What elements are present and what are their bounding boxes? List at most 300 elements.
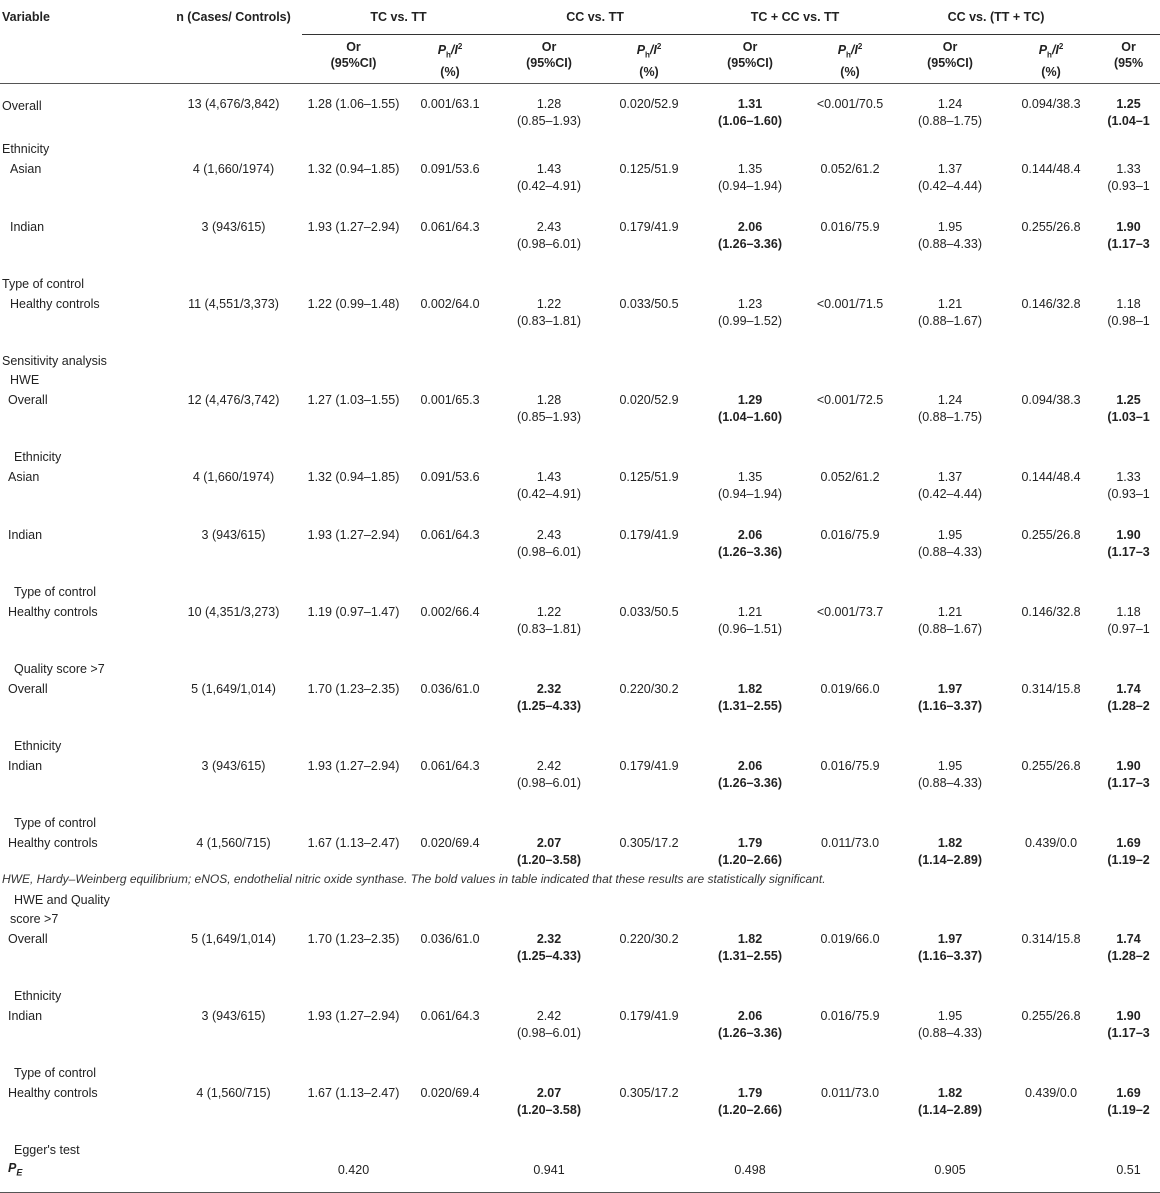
or-cell bbox=[1097, 814, 1160, 891]
or-value: 1.74 bbox=[1116, 682, 1141, 696]
ph-i2-cell: 0.255/26.8 bbox=[1021, 1009, 1081, 1023]
or-cell bbox=[1097, 352, 1160, 448]
header-ph-label: $P_h/I^2$ bbox=[437, 42, 463, 60]
or-value: 1.25 bbox=[1116, 393, 1141, 407]
ph-i2-cell: 0.439/0.0 bbox=[1024, 1086, 1078, 1100]
group-label: Ethnicity bbox=[2, 142, 50, 156]
or-value: 1.95 bbox=[937, 1009, 963, 1023]
sample-size-cell: 4 (1,560/715) bbox=[196, 1086, 271, 1100]
or-value: 2.06 bbox=[737, 528, 763, 542]
variable-cell bbox=[0, 987, 165, 1064]
or-cell bbox=[1097, 84, 1160, 141]
sample-size-cell: 4 (1,660/1974) bbox=[192, 162, 275, 176]
or-value: 1.37 bbox=[937, 470, 963, 484]
or-value: 2.43 bbox=[536, 220, 562, 234]
or-ci: (1.14–2.89) bbox=[918, 853, 982, 867]
ph-i2-cell: 0.061/64.3 bbox=[420, 1009, 480, 1023]
or-ci: (0.85–1.93) bbox=[517, 114, 581, 128]
header-pct-label: (%) bbox=[1041, 64, 1061, 79]
or-value: 1.95 bbox=[937, 759, 963, 773]
or-cell bbox=[895, 448, 1005, 525]
or-ci: (1.25–4.33) bbox=[517, 699, 581, 713]
or-value: 1.25 bbox=[1116, 97, 1141, 111]
or-cell bbox=[495, 737, 603, 814]
header-variable: Variable bbox=[2, 10, 50, 24]
row-label: Indian bbox=[8, 759, 43, 773]
ph-i2-cell bbox=[405, 1141, 495, 1193]
or-cell bbox=[495, 583, 603, 660]
ph-i2-cell: 0.255/26.8 bbox=[1021, 528, 1081, 542]
header-or-label: Or bbox=[742, 40, 758, 54]
or-ci: (1.28–2 bbox=[1107, 699, 1150, 713]
or-cell bbox=[495, 891, 603, 987]
ph-i2-cell: 0.001/65.3 bbox=[420, 393, 480, 407]
or-value: 1.97 bbox=[937, 932, 963, 946]
header-ph-label: $P_h/I^2$ bbox=[636, 42, 662, 60]
ph-i2-cell: 0.016/75.9 bbox=[820, 759, 880, 773]
header-ph-label: $P_h/I^2$ bbox=[1038, 42, 1064, 60]
or-value: 1.93 (1.27–2.94) bbox=[307, 759, 400, 773]
or-value: 1.69 bbox=[1116, 836, 1141, 850]
or-ci: (0.93–1 bbox=[1107, 179, 1150, 193]
header-or bbox=[695, 35, 805, 84]
variable-cell bbox=[0, 275, 165, 352]
or-value: 1.70 (1.23–2.35) bbox=[307, 682, 400, 696]
variable-cell bbox=[0, 217, 165, 275]
or-cell bbox=[302, 891, 405, 987]
group-label: Ethnicity bbox=[14, 739, 62, 753]
or-ci: (0.97–1 bbox=[1107, 622, 1150, 636]
ph-i2-cell: 0.179/41.9 bbox=[619, 220, 679, 234]
group-label: Type of control bbox=[14, 1066, 96, 1080]
or-value: 1.82 bbox=[737, 932, 763, 946]
ph-i2-cell: 0.255/26.8 bbox=[1021, 220, 1081, 234]
header-ph-i2 bbox=[603, 35, 695, 84]
ph-i2-cell: 0.220/30.2 bbox=[619, 932, 679, 946]
or-value: 2.32 bbox=[536, 932, 562, 946]
or-ci: (0.88–1.75) bbox=[918, 114, 982, 128]
or-ci: (0.85–1.93) bbox=[517, 410, 581, 424]
or-ci: (1.17–3 bbox=[1107, 1026, 1150, 1040]
table-row bbox=[0, 660, 1160, 737]
or-cell bbox=[695, 660, 805, 737]
or-value: 1.18 bbox=[1116, 605, 1141, 619]
variable-cell bbox=[0, 84, 165, 141]
footnote: HWE, Hardy–Weinberg equilibrium; eNOS, endothelial nitric oxide synthase. The bold values in table indicated that these results are statistically significant. bbox=[2, 872, 826, 886]
or-ci: (0.88–4.33) bbox=[918, 776, 982, 790]
group-label: HWE bbox=[10, 373, 40, 387]
or-value: 1.28 (1.06–1.55) bbox=[307, 97, 400, 111]
or-cell bbox=[695, 987, 805, 1064]
ph-i2-cell: <0.001/70.5 bbox=[816, 97, 884, 111]
or-cell bbox=[695, 525, 805, 583]
or-cell bbox=[1097, 583, 1160, 660]
or-ci: (1.16–3.37) bbox=[918, 949, 982, 963]
or-ci: (0.98–6.01) bbox=[517, 776, 581, 790]
ph-i2-cell: 0.179/41.9 bbox=[619, 1009, 679, 1023]
or-cell bbox=[695, 891, 805, 987]
sample-size-cell: 3 (943/615) bbox=[201, 528, 266, 542]
or-value: 1.35 bbox=[737, 162, 763, 176]
or-cell bbox=[302, 84, 405, 141]
or-value: 1.90 bbox=[1116, 759, 1141, 773]
or-ci: (1.19–2 bbox=[1107, 1103, 1150, 1117]
or-value: 1.35 bbox=[737, 470, 763, 484]
meta-analysis-table bbox=[0, 6, 1160, 1193]
row-label: Overall bbox=[2, 99, 42, 113]
or-ci: (0.42–4.44) bbox=[918, 487, 982, 501]
or-cell bbox=[895, 525, 1005, 583]
or-cell bbox=[302, 217, 405, 275]
header-ph-i2 bbox=[405, 35, 495, 84]
or-ci: (0.88–4.33) bbox=[918, 545, 982, 559]
header-comparison: CC vs. TT bbox=[495, 6, 695, 35]
header-or-label: Or bbox=[942, 40, 958, 54]
or-ci: (1.26–3.36) bbox=[718, 1026, 782, 1040]
ph-i2-cell: 0.144/48.4 bbox=[1021, 470, 1081, 484]
or-cell bbox=[895, 1064, 1005, 1141]
ph-i2-cell: 0.314/15.8 bbox=[1021, 682, 1081, 696]
or-value: 1.74 bbox=[1116, 932, 1141, 946]
or-cell bbox=[495, 987, 603, 1064]
egger-value: 0.905 bbox=[895, 1141, 1005, 1193]
header-comparison: CC vs. (TT + TC) bbox=[895, 6, 1097, 35]
or-value: 1.67 (1.13–2.47) bbox=[307, 1086, 400, 1100]
ph-i2-cell: 0.094/38.3 bbox=[1021, 393, 1081, 407]
ph-i2-cell: 0.179/41.9 bbox=[619, 759, 679, 773]
header-ci-label: (95%CI) bbox=[727, 56, 773, 70]
or-cell bbox=[495, 352, 603, 448]
or-cell bbox=[695, 140, 805, 217]
or-cell bbox=[895, 660, 1005, 737]
or-cell bbox=[495, 1064, 603, 1141]
sample-size-cell: 3 (943/615) bbox=[201, 220, 266, 234]
or-value: 1.22 bbox=[536, 605, 562, 619]
or-ci: (1.17–3 bbox=[1107, 237, 1150, 251]
ph-i2-cell: 0.033/50.5 bbox=[619, 605, 679, 619]
or-cell bbox=[495, 525, 603, 583]
or-ci: (0.96–1.51) bbox=[718, 622, 782, 636]
ph-i2-cell: 0.001/63.1 bbox=[420, 97, 480, 111]
table-row bbox=[0, 140, 1160, 217]
ph-i2-cell: 0.061/64.3 bbox=[420, 220, 480, 234]
or-cell bbox=[1097, 1064, 1160, 1141]
ph-i2-cell: 0.020/69.4 bbox=[420, 836, 480, 850]
or-cell bbox=[1097, 140, 1160, 217]
or-cell bbox=[895, 891, 1005, 987]
ph-i2-cell: 0.036/61.0 bbox=[420, 682, 480, 696]
or-cell bbox=[695, 448, 805, 525]
or-value: 1.67 (1.13–2.47) bbox=[307, 836, 400, 850]
ph-i2-cell: 0.016/75.9 bbox=[820, 528, 880, 542]
variable-cell bbox=[0, 737, 165, 814]
row-label: Indian bbox=[8, 528, 43, 542]
or-cell bbox=[302, 525, 405, 583]
ph-i2-cell: <0.001/73.7 bbox=[816, 605, 884, 619]
or-value: 1.21 bbox=[937, 297, 963, 311]
ph-i2-cell: 0.220/30.2 bbox=[619, 682, 679, 696]
ph-i2-cell: 0.091/53.6 bbox=[420, 162, 480, 176]
egger-value: 0.498 bbox=[695, 1141, 805, 1193]
ph-i2-cell: 0.061/64.3 bbox=[420, 759, 480, 773]
or-ci: (1.20–3.58) bbox=[517, 853, 581, 867]
or-value: 1.82 bbox=[937, 1086, 963, 1100]
or-cell bbox=[1097, 448, 1160, 525]
or-ci: (1.31–2.55) bbox=[718, 949, 782, 963]
header-ci-label: (95%CI) bbox=[526, 56, 572, 70]
sample-size-cell: 5 (1,649/1,014) bbox=[191, 932, 276, 946]
group-label: Egger's test bbox=[14, 1143, 80, 1157]
ph-i2-cell: 0.020/69.4 bbox=[420, 1086, 480, 1100]
row-label: Healthy controls bbox=[8, 1086, 98, 1100]
or-value: 1.95 bbox=[937, 220, 963, 234]
group-label: Type of control bbox=[2, 277, 84, 291]
or-value: 1.79 bbox=[737, 1086, 763, 1100]
ph-i2-cell: 0.255/26.8 bbox=[1021, 759, 1081, 773]
group-label: Sensitivity analysis bbox=[2, 354, 107, 368]
ph-i2-cell: 0.020/52.9 bbox=[619, 97, 679, 111]
group-label: Quality score >7 bbox=[14, 662, 105, 676]
group-label: Type of control bbox=[14, 816, 96, 830]
header-or bbox=[895, 35, 1005, 84]
or-value: 1.93 (1.27–2.94) bbox=[307, 528, 400, 542]
ph-i2-cell bbox=[1005, 1141, 1097, 1193]
ph-i2-cell: 0.011/73.0 bbox=[820, 836, 880, 850]
or-cell bbox=[302, 352, 405, 448]
or-cell bbox=[495, 275, 603, 352]
or-cell bbox=[1097, 525, 1160, 583]
table-row bbox=[0, 737, 1160, 814]
header-or bbox=[302, 35, 405, 84]
or-ci: (0.98–1 bbox=[1107, 314, 1150, 328]
or-value: 2.32 bbox=[536, 682, 562, 696]
header-or-label: Or bbox=[1121, 40, 1136, 54]
or-value: 1.31 bbox=[737, 97, 763, 111]
header-comparison: TC vs. TT bbox=[302, 6, 495, 35]
or-ci: (0.42–4.91) bbox=[517, 179, 581, 193]
or-cell bbox=[302, 583, 405, 660]
or-value: 2.07 bbox=[536, 1086, 562, 1100]
variable-cell bbox=[0, 891, 165, 987]
or-cell bbox=[495, 448, 603, 525]
or-value: 1.93 (1.27–2.94) bbox=[307, 220, 400, 234]
ph-i2-cell: 0.061/64.3 bbox=[420, 528, 480, 542]
ph-i2-cell: 0.146/32.8 bbox=[1021, 605, 1081, 619]
sample-size-cell: 4 (1,660/1974) bbox=[192, 470, 275, 484]
or-cell bbox=[695, 84, 805, 141]
sample-size-cell: 4 (1,560/715) bbox=[196, 836, 271, 850]
or-value: 2.06 bbox=[737, 1009, 763, 1023]
or-cell bbox=[895, 217, 1005, 275]
group-label: HWE and Quality bbox=[14, 893, 110, 907]
table-row bbox=[0, 84, 1160, 141]
header-ph-i2 bbox=[805, 35, 895, 84]
or-ci: (0.93–1 bbox=[1107, 487, 1150, 501]
or-value: 2.42 bbox=[536, 759, 562, 773]
or-value: 1.28 bbox=[536, 393, 562, 407]
ph-i2-cell: 0.094/38.3 bbox=[1021, 97, 1081, 111]
or-ci: (1.20–2.66) bbox=[718, 1103, 782, 1117]
or-value: 1.90 bbox=[1116, 220, 1141, 234]
or-cell bbox=[695, 1064, 805, 1141]
egger-value: 0.51 bbox=[1097, 1141, 1160, 1193]
table-row bbox=[0, 987, 1160, 1064]
or-cell bbox=[302, 660, 405, 737]
row-label: Indian bbox=[8, 1009, 43, 1023]
or-value: 2.07 bbox=[536, 836, 562, 850]
or-cell bbox=[1097, 891, 1160, 987]
header-ph-label: $P_h/I^2$ bbox=[837, 42, 863, 60]
or-value: 1.24 bbox=[937, 393, 963, 407]
or-ci: (1.25–4.33) bbox=[517, 949, 581, 963]
ph-i2-cell: 0.125/51.9 bbox=[619, 162, 679, 176]
ph-i2-cell: 0.314/15.8 bbox=[1021, 932, 1081, 946]
sample-size-cell: 5 (1,649/1,014) bbox=[191, 682, 276, 696]
ph-i2-cell: 0.305/17.2 bbox=[619, 1086, 679, 1100]
or-value: 1.43 bbox=[536, 162, 562, 176]
or-ci: (0.88–4.33) bbox=[918, 237, 982, 251]
or-cell bbox=[695, 737, 805, 814]
or-value: 1.27 (1.03–1.55) bbox=[307, 393, 400, 407]
table-row bbox=[0, 1064, 1160, 1141]
ph-i2-cell: 0.011/73.0 bbox=[820, 1086, 880, 1100]
ph-i2-cell bbox=[603, 1141, 695, 1193]
or-ci: (1.04–1 bbox=[1107, 114, 1150, 128]
or-cell bbox=[495, 140, 603, 217]
or-cell bbox=[1097, 217, 1160, 275]
or-cell bbox=[1097, 987, 1160, 1064]
or-ci: (1.28–2 bbox=[1107, 949, 1150, 963]
row-label: Asian bbox=[8, 470, 40, 484]
ph-i2-cell: 0.016/75.9 bbox=[820, 220, 880, 234]
or-cell bbox=[695, 275, 805, 352]
header-n: n (Cases/ Controls) bbox=[176, 10, 291, 24]
row-label: Indian bbox=[10, 220, 45, 234]
or-cell bbox=[302, 1064, 405, 1141]
header-ci-label: (95%CI) bbox=[330, 56, 377, 70]
or-cell bbox=[895, 583, 1005, 660]
ph-i2-cell: 0.052/61.2 bbox=[820, 162, 880, 176]
or-value: 2.42 bbox=[536, 1009, 562, 1023]
or-ci: (0.88–4.33) bbox=[918, 1026, 982, 1040]
sample-size-cell bbox=[165, 1141, 302, 1193]
or-value: 1.33 bbox=[1116, 470, 1141, 484]
or-value: 1.70 (1.23–2.35) bbox=[307, 932, 400, 946]
or-ci: (0.88–1.67) bbox=[918, 314, 982, 328]
or-ci: (1.20–2.66) bbox=[718, 853, 782, 867]
or-ci: (1.26–3.36) bbox=[718, 545, 782, 559]
or-ci: (1.17–3 bbox=[1107, 776, 1150, 790]
sample-size-cell: 13 (4,676/3,842) bbox=[187, 97, 280, 111]
ph-i2-cell: 0.033/50.5 bbox=[619, 297, 679, 311]
ph-i2-cell: <0.001/71.5 bbox=[816, 297, 884, 311]
header-pct-label: (%) bbox=[639, 64, 659, 79]
or-ci: (0.83–1.81) bbox=[517, 622, 581, 636]
or-ci: (1.26–3.36) bbox=[718, 237, 782, 251]
or-value: 1.32 (0.94–1.85) bbox=[307, 162, 400, 176]
header-ci-label: (95%CI) bbox=[927, 56, 973, 70]
or-value: 1.21 bbox=[737, 605, 763, 619]
or-ci: (1.16–3.37) bbox=[918, 699, 982, 713]
or-value: 1.95 bbox=[937, 528, 963, 542]
or-ci: (0.88–1.75) bbox=[918, 410, 982, 424]
variable-cell bbox=[0, 448, 165, 525]
or-cell bbox=[895, 140, 1005, 217]
sample-size-cell: 12 (4,476/3,742) bbox=[187, 393, 280, 407]
header-comparison bbox=[1097, 6, 1160, 35]
ph-i2-cell: 0.036/61.0 bbox=[420, 932, 480, 946]
group-label: score >7 bbox=[10, 912, 59, 926]
or-ci: (0.83–1.81) bbox=[517, 314, 581, 328]
or-ci: (0.98–6.01) bbox=[517, 237, 581, 251]
sample-size-cell: 11 (4,551/3,373) bbox=[188, 297, 279, 311]
variable-cell bbox=[0, 660, 165, 737]
header-pct-label: (%) bbox=[840, 64, 860, 79]
or-ci: (1.20–3.58) bbox=[517, 1103, 581, 1117]
table-row bbox=[0, 275, 1160, 352]
or-cell bbox=[302, 140, 405, 217]
header-ci-label: (95% bbox=[1113, 56, 1144, 70]
or-value: 1.19 (0.97–1.47) bbox=[307, 605, 400, 619]
table-row bbox=[0, 352, 1160, 448]
table-row-egger bbox=[0, 1141, 1160, 1193]
or-ci: (0.94–1.94) bbox=[718, 179, 782, 193]
table-row bbox=[0, 583, 1160, 660]
or-cell bbox=[695, 352, 805, 448]
ph-i2-cell: 0.019/66.0 bbox=[820, 932, 880, 946]
or-value: 1.90 bbox=[1116, 1009, 1141, 1023]
ph-i2-cell: 0.439/0.0 bbox=[1024, 836, 1078, 850]
row-label: Healthy controls bbox=[8, 605, 98, 619]
row-label: Overall bbox=[8, 393, 48, 407]
ph-i2-cell bbox=[805, 1141, 895, 1193]
pe-label: $P_E$ bbox=[8, 1161, 23, 1178]
or-value: 1.32 (0.94–1.85) bbox=[307, 470, 400, 484]
sample-size-cell: 3 (943/615) bbox=[201, 1009, 266, 1023]
group-label: Ethnicity bbox=[14, 989, 62, 1003]
ph-i2-cell: 0.052/61.2 bbox=[820, 470, 880, 484]
or-value: 2.06 bbox=[737, 220, 763, 234]
ph-i2-cell: <0.001/72.5 bbox=[816, 393, 884, 407]
or-ci: (1.17–3 bbox=[1107, 545, 1150, 559]
ph-i2-cell: 0.002/64.0 bbox=[420, 297, 480, 311]
or-ci: (1.26–3.36) bbox=[718, 776, 782, 790]
or-value: 1.28 bbox=[536, 97, 562, 111]
or-value: 1.29 bbox=[737, 393, 763, 407]
table-row bbox=[0, 448, 1160, 525]
ph-i2-cell: 0.020/52.9 bbox=[619, 393, 679, 407]
ph-i2-cell: 0.002/66.4 bbox=[420, 605, 480, 619]
or-cell bbox=[1097, 275, 1160, 352]
or-ci: (0.94–1.94) bbox=[718, 487, 782, 501]
row-label: Asian bbox=[10, 162, 42, 176]
header-pct-label: (%) bbox=[440, 64, 460, 79]
or-cell bbox=[302, 275, 405, 352]
or-value: 1.22 bbox=[536, 297, 562, 311]
variable-cell bbox=[0, 140, 165, 217]
or-cell bbox=[895, 987, 1005, 1064]
or-value: 1.93 (1.27–2.94) bbox=[307, 1009, 400, 1023]
or-value: 1.37 bbox=[937, 162, 963, 176]
or-value: 2.43 bbox=[536, 528, 562, 542]
ph-i2-cell: 0.146/32.8 bbox=[1021, 297, 1081, 311]
sample-size-cell: 3 (943/615) bbox=[201, 759, 266, 773]
variable-cell bbox=[0, 583, 165, 660]
header-or bbox=[495, 35, 603, 84]
egger-value: 0.420 bbox=[302, 1141, 405, 1193]
or-value: 1.82 bbox=[737, 682, 763, 696]
or-value: 1.18 bbox=[1116, 297, 1141, 311]
